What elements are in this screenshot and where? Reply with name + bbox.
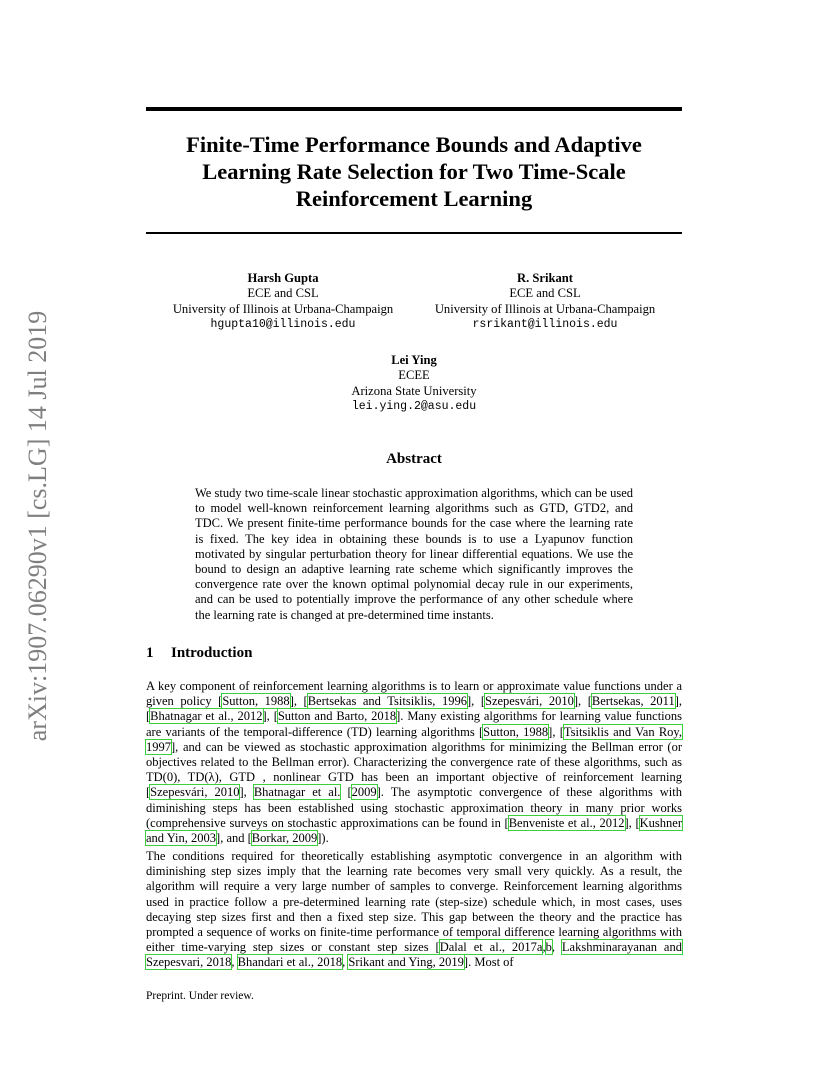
citation-link[interactable]: Bertsekas, 2011 — [591, 694, 675, 709]
citation-link[interactable]: Benveniste et al., 2012 — [508, 815, 625, 830]
author-block — [148, 271, 418, 332]
citation-link[interactable]: Szepesvári, 2010 — [150, 785, 240, 800]
citation-link[interactable]: Sutton, 1988 — [222, 694, 290, 709]
author-email: hgupta10@illinois.edu — [210, 317, 356, 331]
citation-link[interactable]: Lakshminarayanan and Szepesvari, 2018 — [146, 940, 682, 970]
author-email: lei.ying.2@asu.edu — [351, 399, 477, 413]
citation-link[interactable]: b — [545, 940, 552, 955]
author-name: R. Srikant — [517, 271, 573, 285]
title-top-rule — [146, 107, 682, 111]
citation-link[interactable]: Kushner and Yin, 2003 — [146, 815, 682, 846]
author-affiliation: Arizona State University — [351, 383, 477, 398]
author-dept: ECEE — [398, 368, 430, 383]
citation-link[interactable]: Sutton, 1988 — [483, 724, 549, 739]
author-affiliation: University of Illinois at Urbana-Champaign — [172, 301, 394, 316]
section-title: Introduction — [171, 645, 253, 661]
citation-link[interactable]: 2009 — [351, 785, 377, 800]
author-affiliation: University of Illinois at Urbana-Champaign — [434, 301, 656, 316]
author-name: Harsh Gupta — [247, 271, 319, 285]
author-name: Lei Ying — [391, 353, 437, 367]
citation-link[interactable]: Bhandari et al., 2018 — [237, 955, 343, 970]
citation-link[interactable]: Bertsekas and Tsitsiklis, 1996 — [307, 694, 467, 709]
abstract-text: We study two time-scale linear stochastic approximation algorithms, which can be used to model well-known reinforcement learning algorithms such as GTD, GTD2, and TDC. We present finite-time performance bounds for the case where the learning rate is fixed. The key idea in obtaining these bounds is to use a Lyapunov function motivated by singular perturbation theory for linear differential equations. We use the bound to design an adaptive learning rate scheme which significantly improves the convergence rate over the known optimal polynomial decay rule in our experiments, and can be used to potentially improve the performance of any other schedule where the learning rate is changed at pre-determined time instants. — [195, 486, 633, 622]
section-number: 1 — [146, 645, 154, 661]
section-heading — [146, 645, 252, 662]
citation-link[interactable]: Szepesvári, 2010 — [485, 694, 574, 709]
citation-link[interactable]: Srikant and Ying, 2019 — [348, 955, 464, 970]
citation-link[interactable]: Tsitsiklis and Van Roy, 1997 — [146, 724, 682, 754]
preprint-footer: Preprint. Under review. — [146, 990, 254, 1002]
citation-link[interactable]: Sutton and Barto, 2018 — [277, 709, 397, 724]
citation-link[interactable]: Bhatnagar et al., 2012 — [150, 709, 263, 724]
author-email: rsrikant@illinois.edu — [472, 317, 618, 331]
citation-link[interactable]: Dalal et al., 2017a — [439, 940, 543, 955]
citation-link[interactable]: Borkar, 2009 — [251, 831, 318, 846]
author-block — [410, 271, 680, 332]
title-bottom-rule — [146, 232, 682, 234]
intro-paragraph-2: The conditions required for theoretically establishing asymptotic convergence in an algorithm with diminishing step sizes imply that the learning rate becomes very small very quickly. As a result, the algorithm will require a very large number of samples to converge. Reinforcement learning algorithms used in practice follow a pre-determined learning rate (step-size) schedule which, in most cases, uses decaying step sizes first and then a fixed step size. This gap between the theory and the practice has prompted a sequence of works on finite-time performance of temporal difference learning algorithms with either time-varying step sizes or constant step sizes [Dalal et al., 2017a,b, Lakshminarayanan and Szepesvari, 2018, Bhandari et al., 2018, Srikant and Ying, 2019]. Most of — [146, 849, 682, 970]
citation-link[interactable]: Bhatnagar et al. — [253, 785, 341, 800]
abstract-heading: Abstract — [386, 451, 442, 467]
author-block — [279, 353, 549, 414]
intro-paragraph-1: A key component of reinforcement learning algorithms is to learn or approximate value functions under a given policy [Sutton, 1988], [Bertsekas and Tsitsiklis, 1996], [Szepesvári, 2010], [Bertsekas, 2011], [Bhatnagar et al., 2012], [Sutton and Barto, 2018]. Many existing algorithms for learning value functions are variants of the temporal-difference (TD) learning algorithms [Sutton, 1988], [Tsitsiklis and Van Roy, 1997], and can be viewed as stochastic approximation algorithms for minimizing the Bellman error (or objectives related to the Bellman error). Characterizing the convergence rate of these algorithms, such as TD(0), TD(λ), GTD , nonlinear GTD has been an important objective of reinforcement learning [Szepesvári, 2010], Bhatnagar et al. [2009]. The asymptotic convergence of these algorithms with diminishing steps has been established using stochastic approximation theory in many prior works (comprehensive surveys on stochastic approximations can be found in [Benveniste et al., 2012], [Kushner and Yin, 2003], and [Borkar, 2009]). — [146, 679, 683, 846]
arxiv-identifier: arXiv:1907.06290v1 [cs.LG] 14 Jul 2019 — [23, 310, 52, 742]
author-dept: ECE and CSL — [509, 286, 581, 301]
paper-title: Finite-Time Performance Bounds and Adaptive Learning Rate Selection for Two Time-Scale Reinforcement Learning — [186, 132, 642, 211]
author-dept: ECE and CSL — [247, 286, 319, 301]
